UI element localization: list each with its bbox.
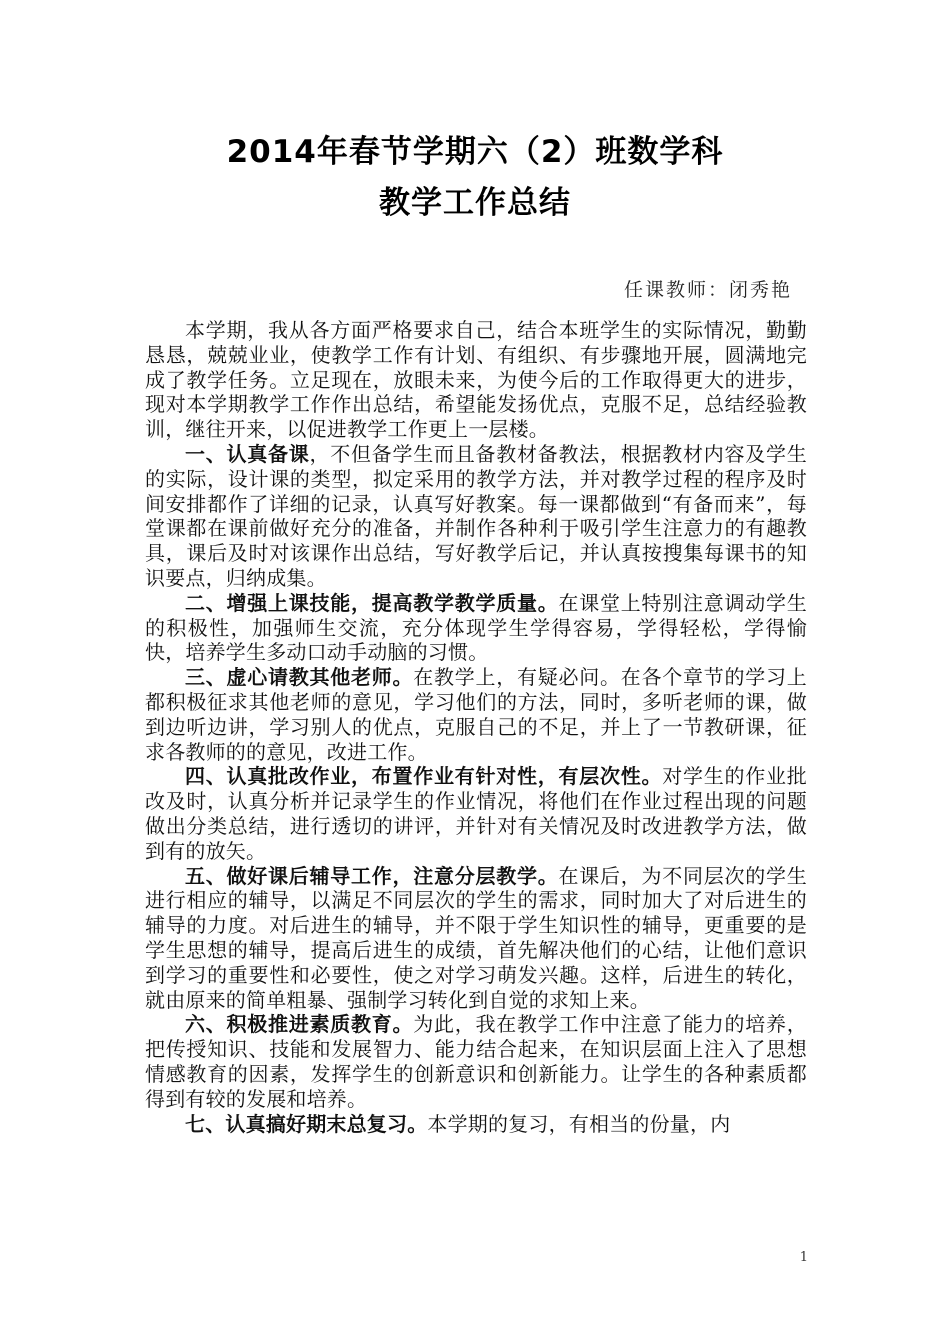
section-heading: 二、增强上课技能，提高教学教学质量。 — [185, 590, 559, 615]
document-title-line-2: 教学工作总结 — [379, 185, 571, 221]
page-number: 1 — [799, 1250, 808, 1265]
paragraph-section-6 — [145, 1012, 807, 1111]
document-title-line-1: 2014年春节学期六（2）班数学科 — [226, 134, 724, 170]
section-heading: 五、做好课后辅导工作，注意分层教学。 — [185, 863, 559, 888]
paragraph-section-2 — [145, 591, 807, 665]
teacher-name: 任课教师：闭秀艳 — [623, 279, 792, 301]
paragraph-section-3 — [145, 665, 807, 764]
paragraph-text: 在课堂上特别注意调动学生的积极性，加强师生交流，充分体现学生学得容易，学得轻松，学得愉快，培养学生多动口动手动脑的习惯。 — [145, 590, 807, 665]
section-heading: 四、认真批改作业，布置作业有针对性，有层次性。 — [185, 764, 663, 789]
paragraph-intro — [145, 318, 807, 442]
paragraph-section-4 — [145, 764, 807, 863]
paragraph-section-5 — [145, 864, 807, 1013]
section-heading: 六、积极推进素质教育。 — [185, 1012, 414, 1037]
paragraph-text: 对学生的作业批改及时，认真分析并记录学生的作业情况，将他们在作业过程出现的问题做出分类总结，进行透切的讲评，并针对有关情况及时改进教学方法，做到有的放矢。 — [145, 764, 807, 863]
paragraph-text: 在课后，为不同层次的学生进行相应的辅导，以满足不同层次的学生的需求，同时加大了对后进生的辅导的力度。对后进生的辅导，并不限于学生知识性的辅导，更重要的是学生思想的辅导，提高后进生的成绩，首先解决他们的心结，让他们意识到学习的重要性和必要性，使之对学习萌发兴趣。这样，后进生的转化，就由原来的简单粗暴、强制学习转化到自觉的求知上来。 — [145, 863, 807, 1012]
section-heading: 七、认真搞好期末总复习。 — [185, 1111, 428, 1136]
section-heading: 一、认真备课 — [185, 441, 310, 466]
paragraph-text: 为此，我在教学工作中注意了能力的培养，把传授知识、技能和发展智力、能力结合起来，在知识层面上注入了思想情感教育的因素，发挥学生的创新意识和创新能力。让学生的各种素质都得到有较的发展和培养。 — [145, 1012, 807, 1111]
document-body — [145, 318, 807, 1136]
paragraph-section-7 — [145, 1112, 807, 1137]
paragraph-text: 在教学上，有疑必问。在各个章节的学习上都积极征求其他老师的意见，学习他们的方法，同时，多听老师的课，做到边听边讲，学习别人的优点，克服自己的不足，并上了一节教研课，征求各教师的的意见，改进工作。 — [145, 665, 807, 764]
paragraph-section-1 — [145, 442, 807, 591]
paragraph-text: ，不但备学生而且备教材备教法，根据教材内容及学生的实际，设计课的类型，拟定采用的教学方法，并对教学过程的程序及时间安排都作了详细的记录，认真写好教案。每一课都做到“有备而来”，每堂课都在课前做好充分的准备，并制作各种利于吸引学生注意力的有趣教具，课后及时对该课作出总结，写好教学后记，并认真按搜集每课书的知识要点，归纳成集。 — [145, 441, 807, 590]
paragraph-text: 本学期的复习，有相当的份量，内 — [427, 1111, 731, 1136]
paragraph-text: 本学期，我从各方面严格要求自己，结合本班学生的实际情况，勤勤恳恳，兢兢业业，使教学工作有计划、有组织、有步骤地开展，圆满地完成了教学任务。立足现在，放眼未来，为使今后的工作取得更大的进步，现对本学期教学工作作出总结，希望能发扬优点，克服不足，总结经验教训，继往开来，以促进教学工作更上一层楼。 — [145, 318, 807, 442]
section-heading: 三、虚心请教其他老师。 — [185, 665, 414, 690]
